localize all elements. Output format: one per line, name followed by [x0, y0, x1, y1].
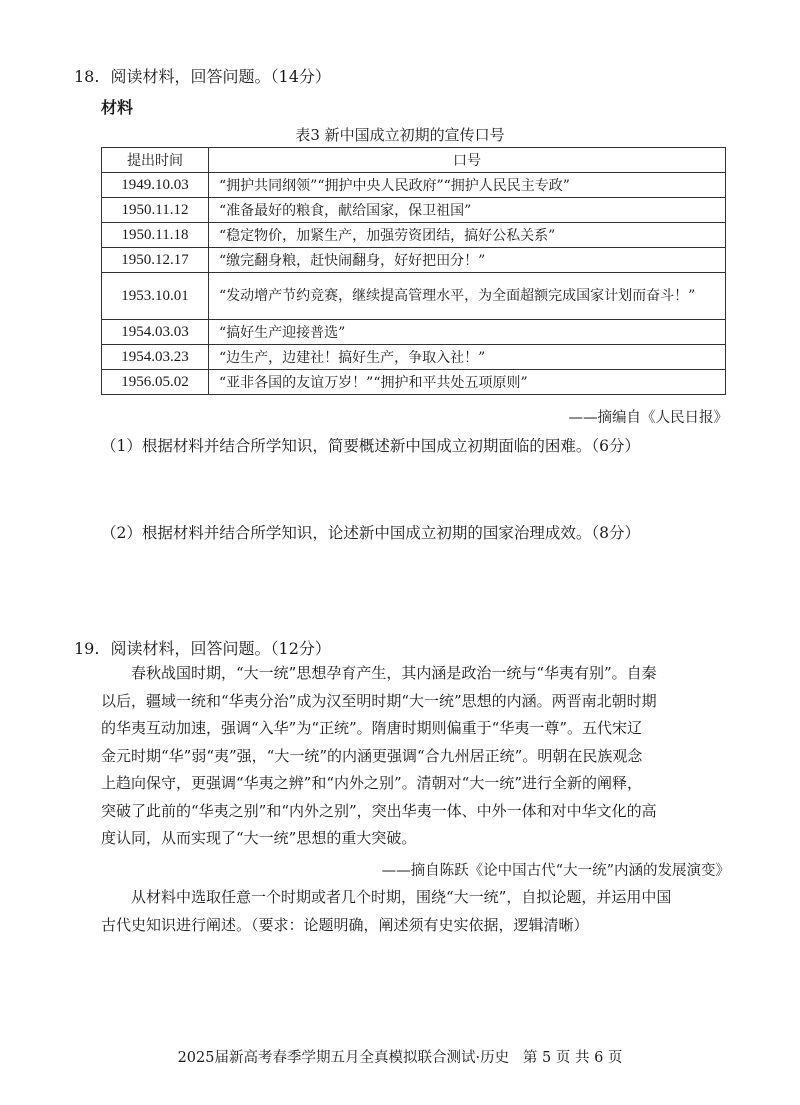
row-slogan: “发动增产节约竞赛，继续提高管理水平，为全面超额完成国家计划而奋斗！” — [209, 273, 726, 320]
row-slogan: “边生产，边建社！搞好生产，争取入社！” — [209, 345, 726, 370]
material-label: 材料 — [101, 98, 134, 117]
table-row — [102, 248, 726, 273]
row-date: 1950.11.18 — [102, 223, 209, 248]
q19-task — [101, 884, 726, 939]
material-line: 以后，疆域一统和“华夷分治”成为汉至明时期“大一统”思想的内涵。两晋南北朝时期 — [101, 691, 657, 710]
material-line: 金元时期“华”弱“夷”强，“大一统”的内涵更强调“合九州居正统”。明朝在民族观念 — [101, 746, 643, 765]
material-line: 突破了此前的“华夷之别”和“内外之别”，突出华夷一体、中外一体和对中华文化的高 — [101, 801, 657, 820]
table-row — [102, 173, 726, 198]
row-slogan: “拥护共同纲领”“拥护中央人民政府”“拥护人民民主专政” — [209, 173, 726, 198]
table-row — [102, 223, 726, 248]
table-row — [102, 320, 726, 345]
table-row — [102, 370, 726, 395]
row-slogan: “准备最好的粮食，献给国家，保卫祖国” — [209, 198, 726, 223]
q19-source: ——摘自陈跃《论中国古代“大一统”内涵的发展演变》 — [381, 863, 730, 879]
row-slogan: “缴完翻身粮，赶快闹翻身，好好把田分！” — [209, 248, 726, 273]
q18-heading — [74, 64, 331, 87]
material-line: 的华夷互动加速，强调“入华”为“正统”。隋唐时期则偏重于“华夷一尊”。五代宋辽 — [101, 719, 643, 737]
q18-prompt: 阅读材料，回答问题。（14分） — [110, 67, 331, 86]
q18-subquestion-2: （2）根据材料并结合所学知识，论述新中国成立初期的国家治理成效。（8分） — [101, 524, 640, 542]
material-line: 春秋战国时期，“大一统”思想孕育产生，其内涵是政治一统与“华夷有别”。自秦 — [131, 664, 657, 682]
task-line: 从材料中选取任意一个时期或者几个时期，围绕“大一统”，自拟论题，并运用中国 — [131, 888, 672, 906]
row-date: 1954.03.03 — [102, 320, 209, 345]
q19-heading — [74, 636, 331, 659]
slogan-table — [101, 147, 726, 395]
row-slogan: “搞好生产迎接普选” — [209, 320, 726, 345]
q18-subquestion-1: （1）根据材料并结合所学知识，简要概述新中国成立初期面临的困难。（6分） — [101, 437, 640, 455]
table-caption: 表3 新中国成立初期的宣传口号 — [295, 126, 505, 144]
q19-material — [101, 660, 726, 853]
q18-source: ——摘编自《人民日报》 — [568, 410, 728, 426]
row-date: 1953.10.01 — [102, 273, 209, 320]
header-slogan: 口号 — [209, 148, 726, 173]
q19-prompt: 阅读材料，回答问题。（12分） — [110, 639, 331, 658]
row-slogan: “稳定物价，加紧生产，加强劳资团结，搞好公私关系” — [209, 223, 726, 248]
row-date: 1954.03.23 — [102, 345, 209, 370]
table-header-row — [102, 148, 726, 173]
material-line: 度认同，从而实现了“大一统”思想的重大突破。 — [101, 829, 417, 847]
q18-number: 18. — [74, 67, 100, 86]
row-date: 1950.11.12 — [102, 198, 209, 223]
material-line: 上趋向保守，更强调“华夷之辨”和“内外之别”。清朝对“大一统”进行全新的阐释， — [101, 774, 643, 792]
table-row — [102, 198, 726, 223]
page-footer: 2025届新高考春季学期五月全真模拟联合测试·历史 第 5 页 共 6 页 — [177, 1050, 623, 1066]
row-date: 1949.10.03 — [102, 173, 209, 198]
table-row — [102, 345, 726, 370]
q19-number: 19. — [74, 639, 100, 658]
task-line: 古代史知识进行阐述。（要求：论题明确，阐述须有史实依据，逻辑清晰） — [101, 915, 589, 934]
row-date: 1956.05.02 — [102, 370, 209, 395]
row-slogan: “亚非各国的友谊万岁！”“拥护和平共处五项原则” — [209, 370, 726, 395]
table-row — [102, 273, 726, 320]
row-date: 1950.12.17 — [102, 248, 209, 273]
header-date: 提出时间 — [102, 148, 209, 173]
